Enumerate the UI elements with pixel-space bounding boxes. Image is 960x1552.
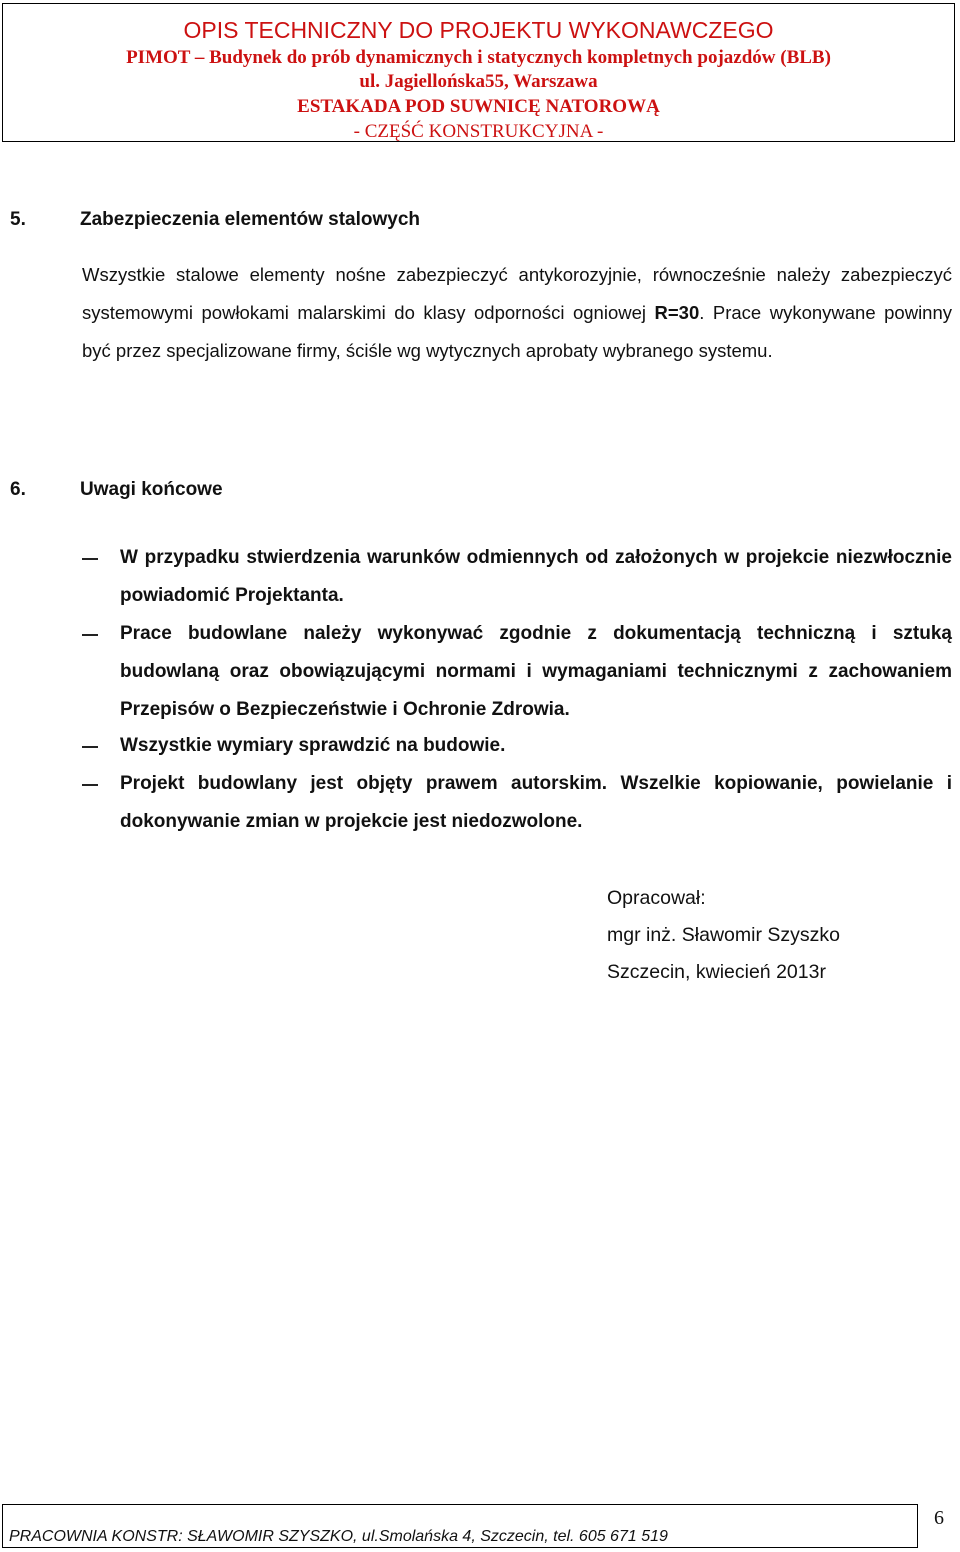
header-project-name: PIMOT – Budynek do prób dynamicznych i statycznych kompletnych pojazdów (BLB) [126,47,831,68]
section-5-text-part2: . Prace wykonywane powinny być przez specjalizowane firmy, ściśle wg wytycznych aprobaty wybranego systemu. [82,302,953,361]
dash-bullet-icon [82,615,98,653]
list-item-text: Wszystkie wymiary sprawdzić na budowie. [120,735,506,756]
dash-bullet-icon [82,539,98,577]
signature-label: Opracował: [607,887,706,909]
footer-text: PRACOWNIA KONSTR: SŁAWOMIR SZYSZKO, ul.Smolańska 4, Szczecin, tel. 605 671 519 [9,1528,668,1545]
section-6-title: Uwagi końcowe [80,479,223,500]
section-5-paragraph [82,256,952,370]
section-6-number: 6. [10,479,26,500]
section-5-fire-class: R=30 [654,302,700,323]
section-5-heading [10,207,420,233]
signature-block [607,880,840,991]
dash-bullet-icon [82,727,98,765]
list-item-text: W przypadku stwierdzenia warunków odmiennych od założonych w projekcie niezwłocznie powiadomić Projektanta. [120,547,952,606]
section-6-heading [10,477,223,503]
section-5-text-part1: Wszystkie stalowe elementy nośne zabezpieczyć antykorozyjnie, równocześnie należy zabezpieczyć systemowymi powłokami malarskimi do klasy odporności ogniowej [82,264,952,323]
list-item-text: Projekt budowlany jest objęty prawem autorskim. Wszelkie kopiowanie, powielanie i dokonywanie zmian w projekcie jest niedozwolone. [120,773,952,832]
dash-bullet-icon [82,765,98,803]
page-number: 6 [934,1507,944,1529]
header-object-name: ESTAKADA POD SUWNICĘ NATOROWĄ [297,96,660,117]
signature-name: mgr inż. Sławomir Szyszko [607,924,840,946]
header-title: OPIS TECHNICZNY DO PROJEKTU WYKONAWCZEGO [183,17,774,43]
page-footer [2,1504,918,1548]
signature-place-date: Szczecin, kwiecień 2013r [607,961,826,983]
document-header [2,3,955,142]
list-item-text: Prace budowlane należy wykonywać zgodnie z dokumentacją techniczną i sztuką budowlaną oraz obowiązującymi normami i wymaganiami technicznymi z zachowaniem Przepisów o Bezpieczeństwie i Ochronie Zdrowia. [120,623,952,720]
header-address: ul. Jagiellońska55, Warszawa [359,71,598,92]
section-5-title: Zabezpieczenia elementów stalowych [80,209,420,230]
header-part-name: - CZĘŚĆ KONSTRUKCYJNA - [353,121,604,142]
section-5-number: 5. [10,209,26,230]
